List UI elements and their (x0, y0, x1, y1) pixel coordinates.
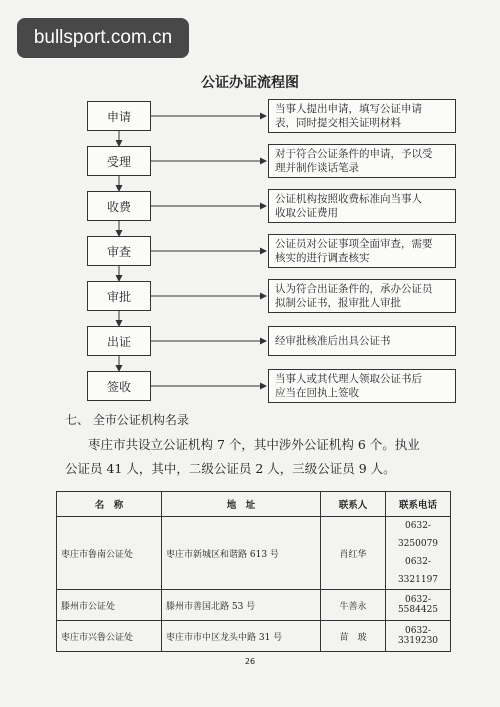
desc-line: 公证机构按照收费标准向当事人 (275, 193, 422, 205)
desc-line: 收取公证费用 (275, 207, 338, 219)
cell-name: 滕州市公证处 (57, 590, 162, 621)
cell-address: 枣庄市市中区龙头中路 31 号 (162, 621, 321, 652)
col-header-phone: 联系电话 (386, 492, 451, 517)
step-sign: 签收 (87, 371, 151, 401)
desc-line: 核实的进行调查核实 (275, 252, 370, 264)
desc-line: 拟制公证书，报审批人审批 (275, 297, 401, 309)
step-fee: 收费 (87, 191, 151, 221)
table-row (57, 517, 451, 590)
cell-phone: 0632-5584425 (386, 590, 451, 621)
step-accept: 受理 (87, 146, 151, 176)
desc-line: 公证员对公证事项全面审查，需要 (275, 238, 433, 250)
desc-line: 认为符合出证条件的，承办公证员 (275, 283, 433, 295)
desc-line: 经审批核准后出具公证书 (275, 335, 391, 347)
step-apply-desc (268, 99, 456, 133)
col-header-name: 名 称 (57, 492, 162, 517)
step-approve: 审批 (87, 281, 151, 311)
step-fee-desc (268, 189, 456, 223)
step-review-desc (268, 234, 456, 268)
step-review: 审查 (87, 236, 151, 266)
section-heading: 七、 全市公证机构名录 (65, 413, 189, 427)
body-paragraph-line-2: 公证员 41 人，其中，二级公证员 2 人，三级公证员 9 人。 (65, 461, 396, 476)
table-header-row (57, 492, 451, 517)
table-row (57, 621, 451, 652)
desc-line: 当事人或其代理人领取公证书后 (275, 373, 422, 385)
flowchart-title: 公证办证流程图 (201, 75, 299, 91)
desc-line: 表，同时提交相关证明材料 (275, 117, 401, 129)
cell-contact: 肖红华 (321, 517, 386, 590)
step-issue: 出证 (87, 326, 151, 356)
desc-line: 应当在回执上签收 (275, 387, 359, 399)
notary-directory-table (56, 491, 451, 652)
phone-number: 0632-3321197 (397, 557, 439, 585)
cell-phone (386, 517, 451, 590)
cell-name: 枣庄市兴鲁公证处 (57, 621, 162, 652)
cell-contact: 苗 玻 (321, 621, 386, 652)
phone-number: 0632-3250079 (397, 521, 439, 549)
step-approve-desc (268, 279, 456, 313)
cell-address: 滕州市善国北路 53 号 (162, 590, 321, 621)
col-header-address: 地 址 (162, 492, 321, 517)
step-apply: 申请 (87, 101, 151, 131)
cell-name: 枣庄市鲁南公证处 (57, 517, 162, 590)
body-paragraph-line-1: 枣庄市共设立公证机构 7 个，其中涉外公证机构 6 个。执业 (88, 437, 420, 452)
cell-phone: 0632-3319230 (386, 621, 451, 652)
desc-line: 当事人提出申请，填写公证申请 (275, 103, 422, 115)
watermark-badge: bullsport.com.cn (17, 18, 189, 58)
step-accept-desc (268, 144, 456, 178)
step-sign-desc (268, 369, 456, 403)
page-number: 26 (244, 657, 256, 666)
cell-address: 枣庄市新城区和谐路 613 号 (162, 517, 321, 590)
col-header-contact: 联系人 (321, 492, 386, 517)
table-row (57, 590, 451, 621)
desc-line: 对于符合公证条件的申请，予以受 (275, 148, 433, 160)
desc-line: 理并制作谈话笔录 (275, 162, 359, 174)
cell-contact: 牛善永 (321, 590, 386, 621)
step-issue-desc (268, 326, 456, 356)
